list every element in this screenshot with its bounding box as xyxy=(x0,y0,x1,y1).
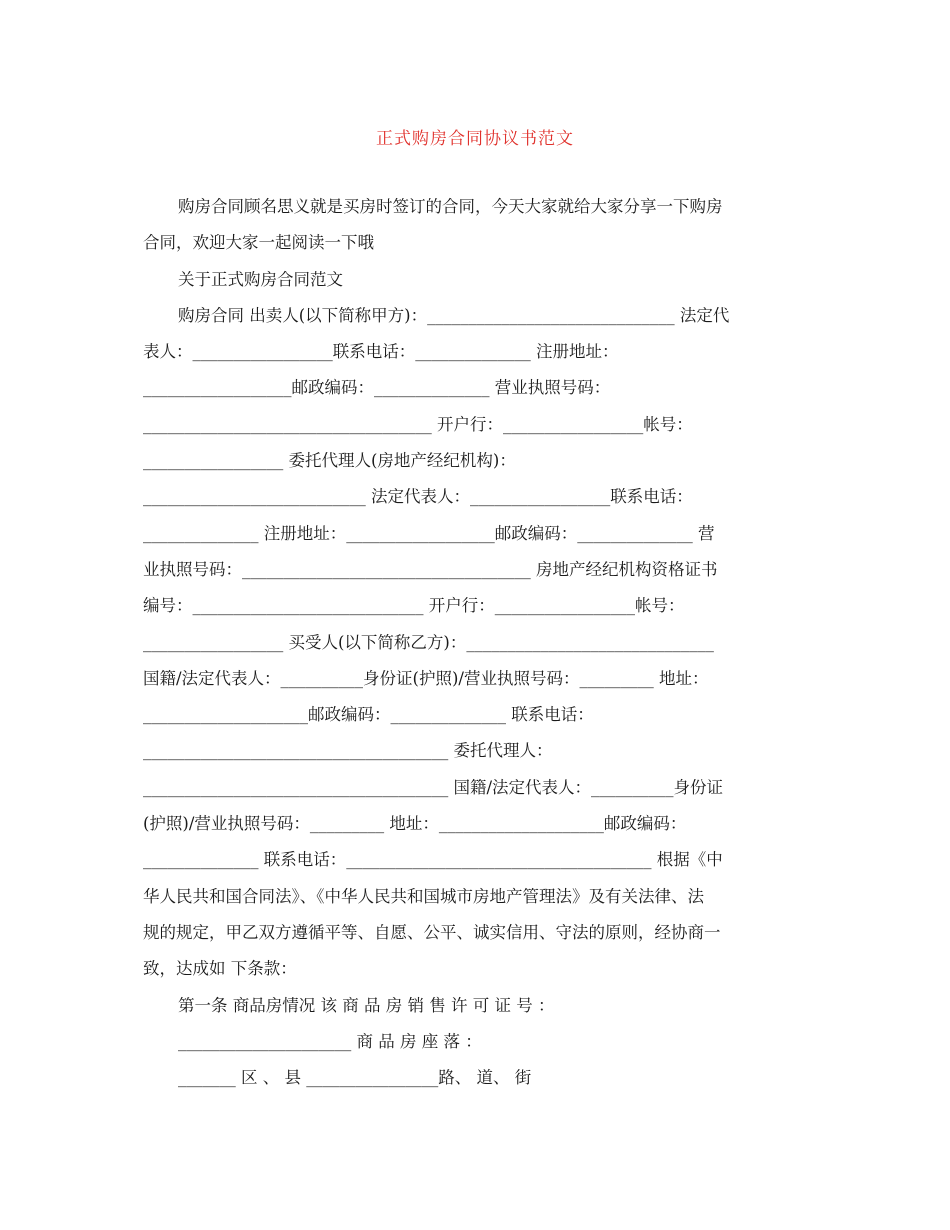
body-line: 国籍/法定代表人：__________身份证(护照)/营业执照号码：_________ 地址： xyxy=(143,668,709,688)
document-title: 正式购房合同协议书范文 xyxy=(376,129,574,149)
body-line: ___________________________ 法定代表人：_________________联系电话： xyxy=(143,487,693,507)
body-line: _________________ 委托代理人(房地产经纪机构)： xyxy=(143,451,516,471)
body-line: 规的规定，甲乙双方遵循平等、自愿、公平、诚实信用、守法的原则，经协商一 xyxy=(143,922,721,942)
body-line: _________________ 买受人(以下简称乙方)：______________________________ xyxy=(143,632,714,652)
body-line: 致，达成如 下条款： xyxy=(143,959,297,979)
body-line: ____________________邮政编码：______________ 联系电话： xyxy=(143,705,594,725)
body-line: __________________邮政编码：______________ 营业执照号码： xyxy=(143,378,611,398)
body-line: 合同，欢迎大家一起阅读一下哦 xyxy=(143,233,374,253)
body-line: 第一条 商品房情况 该 商 品 房 销 售 许 可 证 号 ： xyxy=(178,995,555,1015)
body-line: 购房合同顾名思义就是买房时签订的合同，今天大家就给大家分享一下购房 xyxy=(178,197,723,216)
body-line: ___________________________________ 开户行：_________________帐号： xyxy=(143,414,693,434)
body-line: 编号：____________________________ 开户行：_________________帐号： xyxy=(143,596,685,616)
body-line: 购房合同 出卖人(以下简称甲方)：______________________________ 法定代 xyxy=(178,305,730,325)
body-line: ______________ 注册地址：__________________邮政编码：______________ 营 xyxy=(143,523,715,543)
body-line: 华人民共和国合同法》、《中华人民共和国城市房地产管理法》及有关法律、法 xyxy=(143,886,704,906)
body-line: 业执照号码：___________________________________ 房地产经纪机构资格证书 xyxy=(143,559,718,579)
body-line: ______________ 联系电话：_____________________________________ 根据《中 xyxy=(143,850,723,870)
body-line: 表人：_________________联系电话：______________ 注册地址： xyxy=(143,342,619,362)
body-line: _______ 区 、 县 ________________路、 道、 街 xyxy=(178,1068,532,1088)
body-line: _____________________ 商 品 房 座 落 ： xyxy=(178,1031,482,1051)
body-line: (护照)/营业执照号码：_________ 地址：____________________邮政编码： xyxy=(143,814,687,834)
body-line: 关于正式购房合同范文 xyxy=(178,269,343,289)
body-line: _____________________________________ 委托代理人： xyxy=(143,741,553,761)
document-body xyxy=(143,196,807,1103)
body-line: _____________________________________ 国籍/法定代表人：__________身份证 xyxy=(143,777,724,797)
